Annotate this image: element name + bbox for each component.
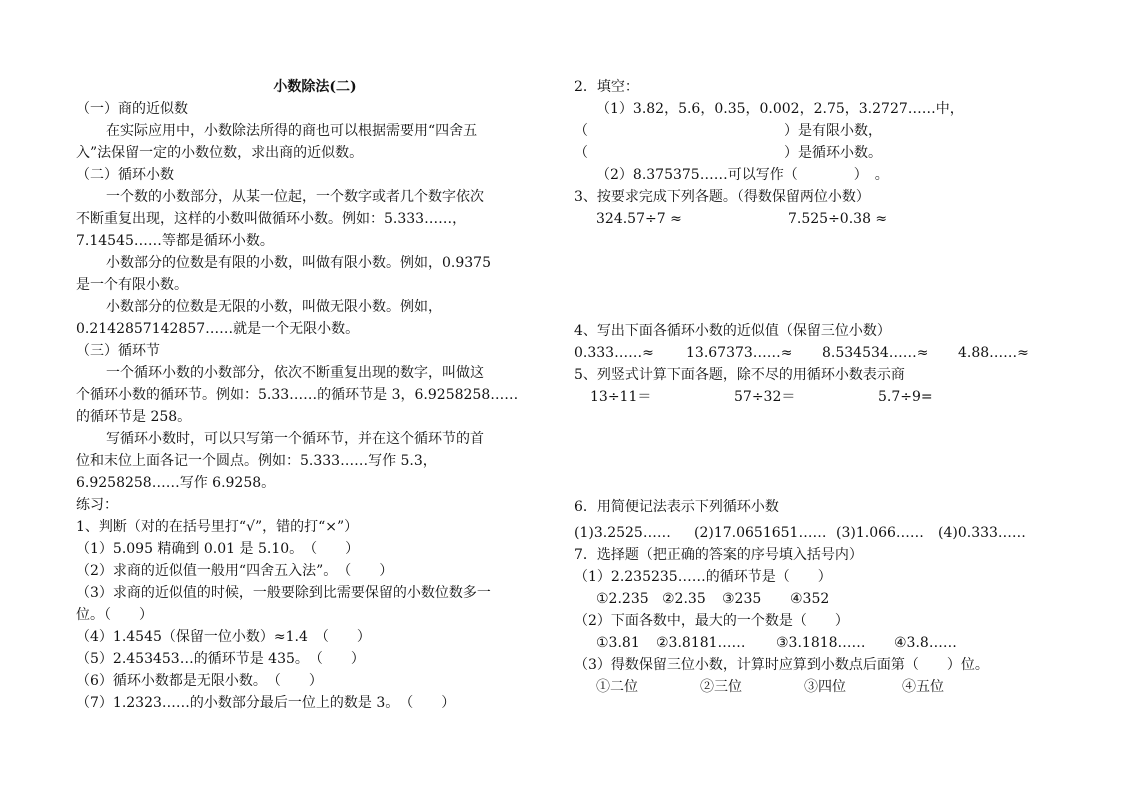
judge-item: 位。（ ） bbox=[76, 607, 153, 623]
calc-row bbox=[574, 208, 1052, 230]
choice-option: ③四位 bbox=[804, 679, 846, 695]
paragraph-line: 是一个有限小数。 bbox=[76, 277, 188, 293]
paragraph-line: 6.9258258……写作 6.9258。 bbox=[76, 475, 276, 491]
choice-option: ④3.8…… bbox=[894, 635, 957, 651]
question-heading: 3、按要求完成下列各题。（得数保留两位小数） bbox=[574, 189, 870, 205]
choice-option: ②三位 bbox=[700, 679, 742, 695]
judge-item: （7）1.2323……的小数部分最后一位上的数是 3。 （ ） bbox=[76, 695, 456, 711]
paragraph-line: 小数部分的位数是有限的小数，叫做有限小数。例如，0.9375 bbox=[106, 255, 491, 271]
choice-options bbox=[574, 588, 1052, 610]
approx-item: 0.333……≈ bbox=[574, 345, 654, 361]
paragraph-line: 位和末位上面各记一个圆点。例如：5.333……写作 5.3， bbox=[76, 453, 437, 469]
paragraph-line: 0.2142857142857……就是一个无限小数。 bbox=[76, 321, 360, 337]
choice-question: （1）2.235235……的循环节是（ ） bbox=[574, 569, 832, 585]
work-space bbox=[574, 408, 1052, 496]
section-heading: （一）商的近似数 bbox=[76, 101, 188, 117]
approx-item: 13.67373……≈ bbox=[686, 345, 793, 361]
question-line: （ ）是循环小数。 bbox=[574, 145, 882, 161]
choice-option: ②2.35 bbox=[662, 591, 706, 607]
choice-option: ③235 bbox=[722, 591, 762, 607]
approx-row bbox=[574, 342, 1052, 364]
choice-question: （3）得数保留三位小数，计算时应算到小数点后面第（ ）位。 bbox=[574, 657, 989, 673]
judge-item: （2）求商的近似值一般用“四舍五入法”。 （ ） bbox=[76, 563, 394, 579]
choice-option: ①3.81 bbox=[596, 635, 640, 651]
section-heading: （三）循环节 bbox=[76, 343, 160, 359]
choice-question: （2）下面各数中，最大的一个数是（ ） bbox=[574, 613, 849, 629]
choice-options bbox=[574, 676, 1052, 698]
paragraph-line: 入”法保留一定的小数位数，求出商的近似数。 bbox=[76, 145, 364, 161]
division-item: 13÷11＝ bbox=[590, 389, 652, 405]
paragraph-line: 一个循环小数的小数部分，依次不断重复出现的数字，叫做这 bbox=[106, 365, 484, 381]
question-line: （ ）是有限小数， bbox=[574, 123, 882, 139]
question-heading: 5、列竖式计算下面各题，除不尽的用循环小数表示商 bbox=[574, 367, 905, 383]
division-row bbox=[574, 386, 1052, 408]
page-title: 小数除法(二) bbox=[273, 79, 357, 95]
choice-option: ②3.8181…… bbox=[656, 635, 746, 651]
paragraph-line: 不断重复出现，这样的小数叫做循环小数。例如：5.333……， bbox=[76, 211, 467, 227]
paragraph-line: 一个数的小数部分，从某一位起，一个数字或者几个数字依次 bbox=[106, 189, 484, 205]
calc-item: 324.57÷7 ≈ bbox=[596, 211, 682, 227]
judge-item: （1）5.095 精确到 0.01 是 5.10。 （ ） bbox=[76, 541, 360, 557]
notation-item: (3)1.066…… bbox=[836, 525, 924, 541]
judge-item: （5）2.453453…的循环节是 435。 （ ） bbox=[76, 651, 365, 667]
division-item: 57÷32＝ bbox=[734, 389, 796, 405]
paragraph-line: 个循环小数的循环节。例如：5.33……的循环节是 3，6.9258258…… bbox=[76, 387, 519, 403]
question-line: （2）8.375375……可以写作（ ） 。 bbox=[596, 167, 889, 183]
work-space bbox=[574, 230, 1052, 320]
calc-item: 7.525÷0.38 ≈ bbox=[788, 211, 888, 227]
paragraph-line: 写循环小数时，可以只写第一个循环节，并在这个循环节的首 bbox=[106, 431, 484, 447]
notation-item: (4)0.333…… bbox=[938, 525, 1026, 541]
approx-item: 8.534534……≈ bbox=[822, 345, 929, 361]
choice-option: ④五位 bbox=[902, 679, 944, 695]
exercise-heading: 练习： bbox=[76, 497, 118, 513]
question-heading: 7．选择题（把正确的答案的序号填入括号内） bbox=[574, 547, 863, 563]
paragraph-line: 的循环节是 258。 bbox=[76, 409, 192, 425]
choice-options bbox=[574, 632, 1052, 654]
paragraph-line: 7.14545……等都是循环小数。 bbox=[76, 233, 274, 249]
question-heading: 6．用简便记法表示下列循环小数 bbox=[574, 499, 779, 515]
question-heading: 2．填空： bbox=[574, 79, 639, 95]
paragraph-line: 小数部分的位数是无限的小数，叫做无限小数。例如， bbox=[106, 299, 442, 315]
question-heading: 4、写出下面各循环小数的近似值（保留三位小数） bbox=[574, 323, 891, 339]
approx-item: 4.88……≈ bbox=[958, 345, 1029, 361]
choice-option: ④352 bbox=[790, 591, 830, 607]
choice-option: ①二位 bbox=[596, 679, 638, 695]
choice-option: ③3.1818…… bbox=[776, 635, 866, 651]
question-heading: 1、判断（对的在括号里打“√”，错的打“×”） bbox=[76, 519, 359, 535]
right-column bbox=[574, 76, 1052, 698]
notation-item: (1)3.2525…… bbox=[574, 525, 671, 541]
paragraph-line: 在实际应用中，小数除法所得的商也可以根据需要用“四舍五 bbox=[106, 123, 478, 139]
section-heading: （二）循环小数 bbox=[76, 167, 174, 183]
question-line: （1）3.82，5.6，0.35，0.002，2.75，3.2727……中， bbox=[596, 101, 964, 117]
choice-option: ①2.235 bbox=[596, 591, 649, 607]
judge-item: （6）循环小数都是无限小数。 （ ） bbox=[76, 673, 323, 689]
judge-item: （4）1.4545（保留一位小数）≈1.4 （ ） bbox=[76, 629, 371, 645]
left-column bbox=[76, 76, 554, 714]
notation-row bbox=[574, 522, 1052, 544]
judge-item: （3）求商的近似值的时候，一般要除到比需要保留的小数位数多一 bbox=[76, 585, 491, 601]
division-item: 5.7÷9= bbox=[878, 389, 933, 405]
notation-item: (2)17.0651651…… bbox=[694, 525, 827, 541]
